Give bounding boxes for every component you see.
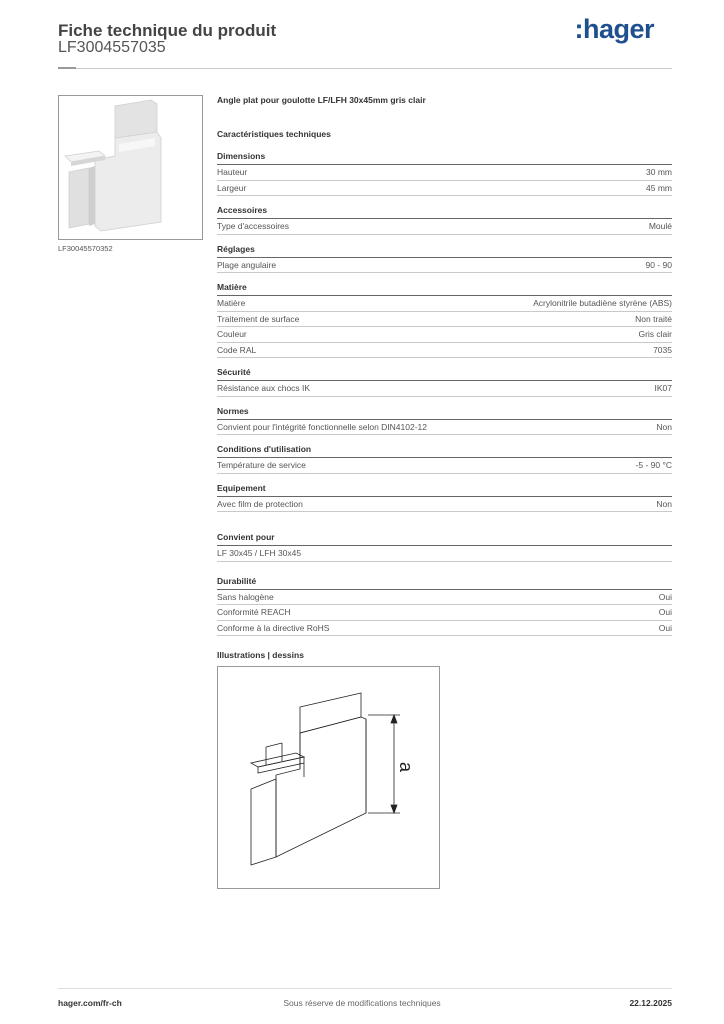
- technical-drawing-image: [218, 667, 439, 888]
- product-photo-image: [59, 96, 202, 239]
- spec-row: [217, 420, 672, 436]
- group-conditions: [217, 444, 672, 474]
- spec-label: Code RAL: [217, 344, 257, 355]
- group-title: Conditions d'utilisation: [217, 444, 672, 458]
- spec-value: Oui: [658, 622, 672, 633]
- spec-row: [217, 381, 672, 397]
- spec-row: [217, 327, 672, 343]
- spec-row: [217, 181, 672, 197]
- spec-row: [217, 621, 672, 637]
- group-dimensions: [217, 151, 672, 196]
- spec-label: Avec film de protection: [217, 498, 303, 509]
- group-convient: [217, 532, 672, 562]
- spec-value: Non traité: [635, 313, 672, 324]
- group-reglages: [217, 244, 672, 274]
- group-securite: [217, 367, 672, 397]
- footer-website-link[interactable]: hager.com/fr-ch: [58, 998, 122, 1008]
- group-equipement: [217, 483, 672, 513]
- group-accessoires: [217, 205, 672, 235]
- spec-label: Sans halogène: [217, 591, 274, 602]
- spec-row: [217, 497, 672, 513]
- spec-row: [217, 312, 672, 328]
- spec-label: LF 30x45 / LFH 30x45: [217, 548, 302, 558]
- spec-value: 7035: [653, 344, 672, 355]
- technical-drawing: [217, 666, 440, 889]
- spec-label: Conforme à la directive RoHS: [217, 622, 330, 633]
- spec-row: [217, 219, 672, 235]
- spec-row: [217, 343, 672, 359]
- footer-date: 22.12.2025: [629, 998, 672, 1008]
- spec-label: Matière: [217, 298, 246, 308]
- hager-logo[interactable]: :hager: [574, 14, 654, 44]
- spec-label: Traitement de surface: [217, 313, 300, 324]
- spec-value: Oui: [658, 607, 672, 617]
- spec-value: -5 - 90 °C: [635, 460, 672, 470]
- spec-label: Résistance aux chocs IK: [217, 383, 311, 393]
- group-title: Sécurité: [217, 367, 672, 381]
- group-title: Durabilité: [217, 576, 672, 590]
- header-divider: [58, 68, 672, 69]
- spec-label: Couleur: [217, 329, 247, 339]
- group-title: Réglages: [217, 244, 672, 258]
- spec-value: Gris clair: [638, 329, 672, 339]
- group-title: Matière: [217, 282, 672, 296]
- spec-row: [217, 546, 672, 562]
- spec-value: Moulé: [648, 221, 672, 231]
- group-durabilite: [217, 576, 672, 637]
- spec-row: [217, 165, 672, 181]
- spec-row: [217, 605, 672, 621]
- photo-caption: LF30045570352: [58, 244, 113, 253]
- dimension-label: a: [396, 761, 416, 773]
- spec-value: Non: [656, 421, 672, 432]
- product-title: Angle plat pour goulotte LF/LFH 30x45mm gris clair: [217, 95, 426, 105]
- spec-value: Acrylonitrile butadiène styrène (ABS): [533, 298, 672, 308]
- spec-row: [217, 590, 672, 606]
- spec-value: IK07: [654, 383, 672, 393]
- spec-row: [217, 258, 672, 274]
- illustrations-title: Illustrations | dessins: [217, 650, 304, 660]
- spec-value: Oui: [658, 591, 672, 602]
- spec-value: 45 mm: [646, 182, 672, 193]
- spec-label: Type d'accessoires: [217, 221, 290, 231]
- technical-content: [217, 95, 672, 889]
- group-normes: [217, 406, 672, 436]
- spec-label: Conformité REACH: [217, 607, 291, 617]
- spec-value: Non: [656, 498, 672, 509]
- spec-label: Plage angulaire: [217, 259, 277, 270]
- footer-divider: [58, 988, 672, 989]
- spec-label: Convient pour l'intégrité fonctionnelle selon DIN4102-12: [217, 421, 428, 432]
- header-divider-accent: [58, 67, 76, 69]
- product-photo: [58, 95, 203, 240]
- spec-label: Hauteur: [217, 167, 248, 177]
- group-title: Convient pour: [217, 532, 672, 546]
- product-reference: LF3004557035: [58, 39, 166, 56]
- spec-row: [217, 458, 672, 474]
- group-title: Normes: [217, 406, 672, 420]
- group-title: Dimensions: [217, 151, 672, 165]
- spec-row: [217, 296, 672, 312]
- footer-notice: Sous réserve de modifications techniques: [283, 998, 441, 1008]
- spec-value: 90 - 90: [645, 259, 672, 270]
- spec-label: Largeur: [217, 182, 247, 193]
- section-title: Caractéristiques techniques: [217, 129, 331, 139]
- group-title: Accessoires: [217, 205, 672, 219]
- group-matiere: [217, 282, 672, 358]
- group-title: Equipement: [217, 483, 672, 497]
- spec-label: Température de service: [217, 460, 306, 470]
- spec-value: 30 mm: [646, 167, 672, 177]
- page-title: Fiche technique du produit: [58, 21, 277, 40]
